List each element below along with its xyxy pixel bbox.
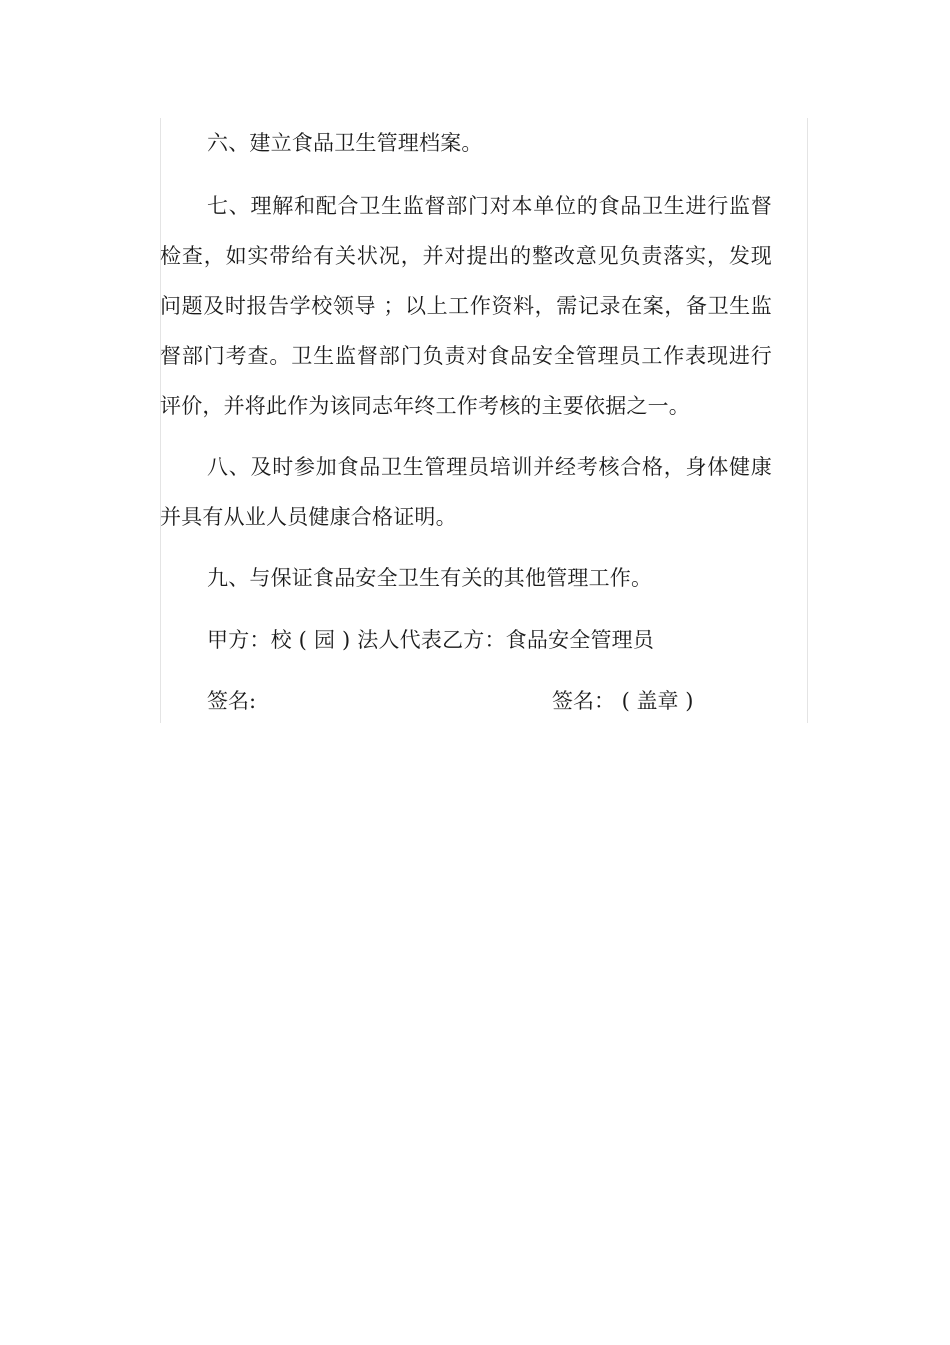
paragraph-nine: 九、与保证食品安全卫生有关的其他管理工作。 (207, 566, 653, 590)
paragraph-six: 六、建立食品卫生管理档案。 (207, 131, 483, 155)
signature-row (160, 676, 772, 726)
party-b-signature-label: 签名： ( 盖章 ) (552, 689, 694, 713)
party-a-signature-label: 签名: (207, 689, 257, 713)
parties-line: 甲方：校 ( 园 ) 法人代表乙方：食品安全管理员 (207, 628, 655, 652)
paragraph-eight: 八、及时参加食品卫生管理员培训并经考核合格，身体健康并具有从业人员健康合格证明。 (160, 455, 772, 529)
paragraph-seven: 七、理解和配合卫生监督部门对本单位的食品卫生进行监督检查，如实带给有关状况，并对提出的整改意见负责落实，发现问题及时报告学校领导 ；以上工作资料，需记录在案，备卫生监督部门考查。卫生监督部门负责对食品安全管理员工作表现进行评价，并将此作为该同志年终工作考核的主要依据之一。 (160, 194, 772, 418)
